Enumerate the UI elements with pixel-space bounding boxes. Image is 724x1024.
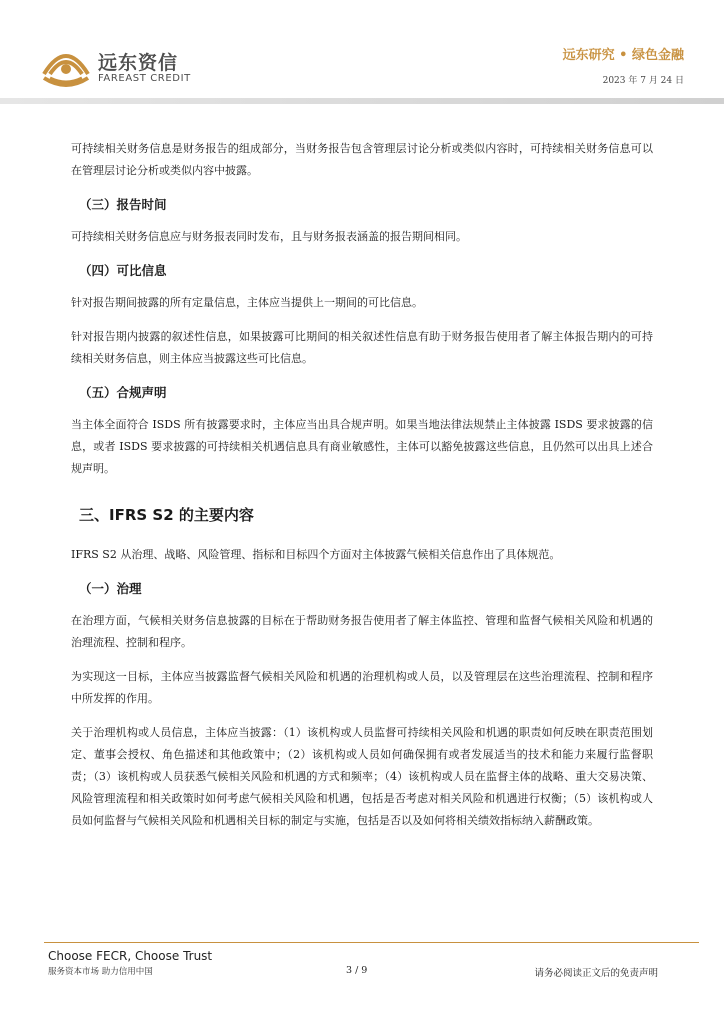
paragraph: 为实现这一目标，主体应当披露监督气候相关风险和机遇的治理机构或人员，以及管理层在这些治理流程、控制和程序中所发挥的作用。	[71, 670, 653, 705]
footer-divider	[44, 942, 699, 943]
paragraph: 针对报告期间披露的所有定量信息，主体应当提供上一期间的可比信息。	[71, 296, 423, 309]
footer-disclaimer: 请务必阅读正文后的免责声明	[534, 968, 658, 979]
paragraph: 可持续相关财务信息是财务报告的组成部分，当财务报告包含管理层讨论分析或类似内容时，可持续相关财务信息可以在管理层讨论分析或类似内容中披露。	[71, 142, 653, 177]
paragraph: 关于治理机构或人员信息，主体应当披露：（1）该机构或人员监督可持续相关风险和机遇的职责如何反映在职责范围划定、董事会授权、角色描述和其他政策中；（2）该机构或人员如何确保拥有或者发展适当的技术和能力来履行监督职责；（3）该机构或人员获悉气候相关风险和机遇的方式和频率；（4）该机构或人员在监督主体的战略、重大交易决策、风险管理流程和相关政策时如何考虑气候相关风险和机遇，包括是否考虑对相关风险和机遇进行权衡；（5）该机构或人员如何监督与气候相关风险和机遇相关目标的制定与实施，包括是否以及如何将相关绩效指标纳入薪酬政策。	[71, 726, 653, 827]
page-header	[0, 0, 724, 100]
subheading-report-time: （三）报告时间	[79, 197, 167, 212]
document-body	[71, 138, 653, 844]
footer-tagline: 服务资本市场 助力信用中国	[48, 967, 153, 977]
subheading-compliance-statement: （五）合规声明	[79, 385, 167, 400]
subheading-governance: （一）治理	[79, 581, 142, 596]
header-divider	[0, 98, 724, 104]
report-series: 远东研究 • 绿色金融	[562, 48, 684, 63]
subheading-comparative-info: （四）可比信息	[79, 263, 167, 278]
paragraph: 当主体全面符合 ISDS 所有披露要求时，主体应当出具合规声明。如果当地法律法规禁止主体披露 ISDS 要求披露的信息，或者 ISDS 要求披露的可持续相关机遇信息具有商业敏感性，主体可以豁免披露这些信息，且仍然可以出具上述合规声明。	[71, 418, 653, 475]
logo-english-name: FAREAST CREDIT	[98, 73, 191, 84]
section-heading: 三、IFRS S2 的主要内容	[79, 506, 254, 524]
paragraph: IFRS S2 从治理、战略、风险管理、指标和目标四个方面对主体披露气候相关信息作出了具体规范。	[71, 548, 561, 561]
report-date: 2023 年 7 月 24 日	[602, 76, 684, 86]
fareast-logo-icon	[40, 44, 92, 88]
paragraph: 在治理方面，气候相关财务信息披露的目标在于帮助财务报告使用者了解主体监控、管理和监督气候相关风险和机遇的治理流程、控制和程序。	[71, 614, 653, 649]
footer-slogan: Choose FECR, Choose Trust	[48, 949, 213, 963]
paragraph: 针对报告期内披露的叙述性信息，如果披露可比期间的相关叙述性信息有助于财务报告使用者了解主体报告期内的可持续相关财务信息，则主体应当披露这些可比信息。	[71, 330, 653, 365]
paragraph: 可持续相关财务信息应与财务报表同时发布，且与财务报表涵盖的报告期间相同。	[71, 230, 467, 243]
logo-chinese-name: 远东资信	[98, 52, 179, 74]
page-number: 3 / 9	[346, 965, 368, 976]
